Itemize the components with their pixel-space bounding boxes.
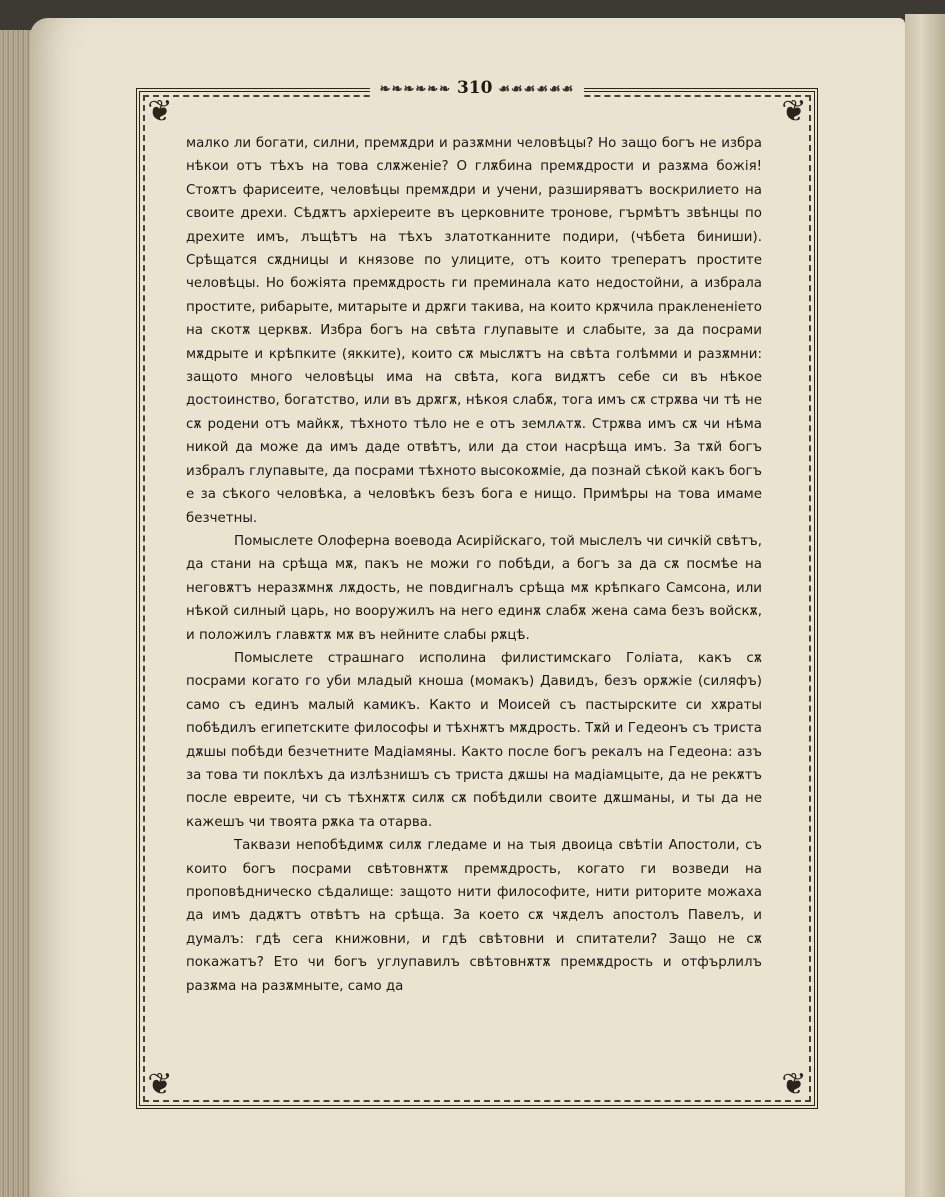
- corner-ornament-icon: ❦: [781, 94, 807, 129]
- paragraph: малко ли богати, силни, премѫдри и разѫмни человѣцы? Но защо богъ не избра нѣкои отъ тѣхъ на това слѫженіе? О глѫбина премѫдрости и разѫма божія! Стоѫтъ фарисеите, человѣцы премѫдри и учени, разширяватъ воскрилието на своите дрехи. Сѣдѫтъ архіереите въ церковните тронове, гърмѣтъ звѣнцы по дрехите имъ, лъщѣтъ на тѣхъ златотканните подири, (чѣбета биниши). Срѣщатся сѫдницы и князове по улиците, отъ които треператъ простите человѣцы. Но божіята премѫдрость ги преминала като недостойни, а избрала простите, рибарыте, митарыте и дрѫги такива, на които крѫчила праклененіето на скотѫ церквѫ. Избра богъ на свѣта глупавыте и слабыте, за да посрами мѫдрыте и крѣпките (якките), които сѫ мыслѫтъ на свѣта голѣмми и разѫмни: защото много человѣцы има на свѣта, кога видѫтъ себе си въ нѣкое достоинство, богатство, или въ дрѫгѫ, нѣкоя слабѫ, тога имъ сѫ стрѫва чи тѣ не сѫ родени отъ майкѫ, тѣхното тѣло не е отъ землѧтѫ. Стрѫва имъ сѫ чи нѣма никой да може да имъ даде отвѣтъ, или да стои насрѣща имъ. За тѫй богъ избралъ глупавыте, да посрами тѣхното высокоѫміе, да познай сѣкой какъ богъ е за сѣкого человѣка, а человѣкъ безъ бога е нищо. Примѣры на това имаме безчетны.: [186, 136, 762, 526]
- corner-ornament-icon: ❦: [147, 94, 173, 129]
- paragraph: Таквази непобѣдимѫ силѫ гледаме и на тыя двоица свѣтіи Апостоли, съ които богъ посрами свѣтовнѫтѫ премѫдрость, когато ги возведи на проповѣдническо сѣдалище: защото нити философите, нити риторите можаха да имъ дадѫтъ отвѣтъ на срѣща. За което сѫ чѫделъ апостолъ Павелъ, и думалъ: гдѣ сега книжовни, и гдѣ свѣтовни и спитатели? Защо не сѫ покажатъ? Ето чи богъ углупавилъ свѣтовнѫтѫ премѫдрость и отфърлилъ разѫма на разѫмныте, само да: [186, 838, 762, 994]
- header-ornament-icon: ❧❧❧❧❧❧: [379, 82, 452, 97]
- paragraph: Помыслете Олоферна воевода Асирійскаго, той мыслелъ чи сичкій свѣтъ, да стани на срѣща мѫ, пакъ не можи го побѣди, а богъ за да сѫ посмѣе на неговѫтъ неразѫмнѫ лѫдость, не повдигналъ срѣща мѫ крѣпкаго Самсона, или нѣкой силный царь, но вооружилъ на него единѫ слабѫ жена сама безъ войскѫ, и положилъ главѫтѫ мѫ въ нейните слабы рѫцѣ.: [186, 533, 762, 643]
- next-page-edge: [905, 14, 945, 1197]
- paragraph: Помыслете страшнаго исполина филистимскаго Голіата, какъ сѫ посрами когато го уби младый кноша (момакъ) Давидъ, безъ орѫжіе (силяфъ) само съ единъ малый камикъ. Както и Моисей съ пастырските си хѫраты побѣдилъ египетските философы и тѣхнѫтъ мѫдрость. Тѫй и Гедеонъ съ триста дѫшы побѣди безчетните Мадіамяны. Както после богъ рекалъ на Гедеона: азъ за това ти поклѣхъ да излѣзнишъ съ триста дѫшы на мадіамцыте, да не рекѫтъ после евреите, чи съ тѣхнѫтѫ силѫ сѫ побѣдили своите дѫшманы, и ты да не кажешъ чи твоята рѫка та отарва.: [186, 650, 762, 830]
- corner-ornament-icon: ❦: [147, 1067, 173, 1102]
- header-ornament-icon: ☙☙☙☙☙☙: [498, 82, 575, 97]
- page-number: 310: [456, 78, 493, 98]
- corner-ornament-icon: ❦: [781, 1067, 807, 1102]
- body-text: [186, 132, 762, 998]
- page-header: [140, 78, 814, 102]
